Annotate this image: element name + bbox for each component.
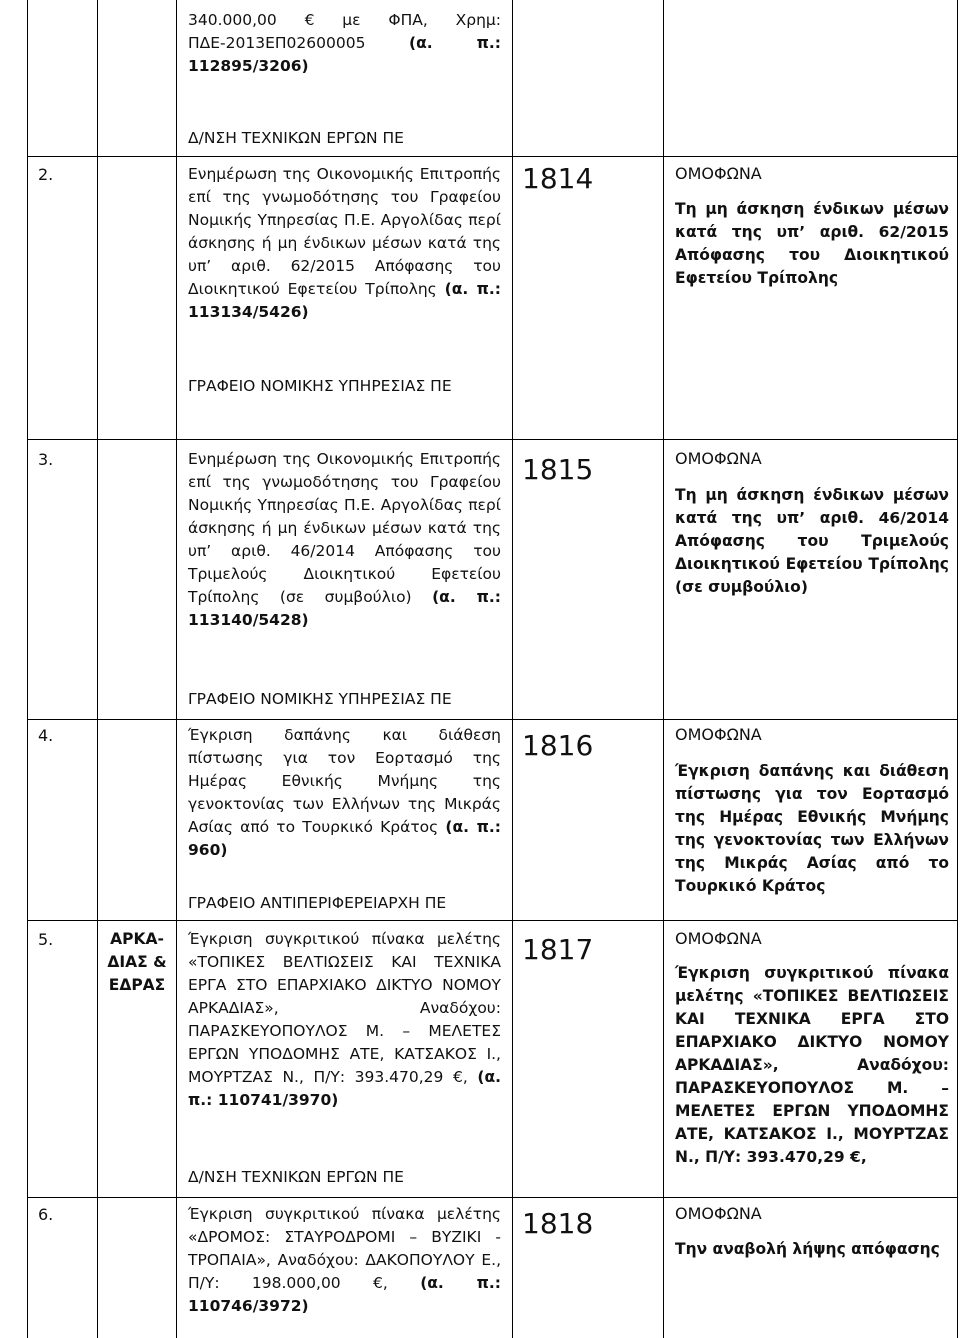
column-divider-1: [97, 0, 98, 1338]
item-text: Ενημέρωση της Οικονομικής Επιτροπής επί της γνωμοδότησης του Γραφείου Νομικής Υπηρεσίας Π.Ε. Αργολίδας περί άσκησης ή μη ένδικων μέσων κατά της υπ’ αριθ. 62/2015 Απόφασης του Διοικητικού Εφετείου Τρίπολης: [188, 165, 501, 298]
decision-result: Έγκριση δαπάνης και διάθεση πίστωσης για τον Εορτασμό της Ημέρας Εθνικής Μνήμης της γενοκτονίας των Ελλήνων της Μικράς Ασίας από το Τουρκικό Κράτος: [675, 762, 949, 895]
item-number: 5.: [38, 930, 54, 949]
decision-result: Την αναβολή λήψης απόφασης: [675, 1240, 940, 1258]
item-number: 3.: [38, 450, 54, 469]
item-description: [188, 1203, 501, 1318]
item-text: Έγκριση συγκριτικού πίνακα μελέτης «ΤΟΠΙΚΕΣ ΒΕΛΤΙΩΣΕΙΣ ΚΑΙ ΤΕΧΝΙΚΑ ΕΡΓΑ ΣΤΟ ΕΠΑΡΧΙΑΚΟ ΔΙΚΤΥΟ ΝΟΜΟΥ ΑΡΚΑΔΙΑΣ», Αναδόχου: ΠΑΡΑΣΚΕΥΟΠΟΥΛΟΣ Μ. – ΜΕΛΕΤΕΣ ΕΡΓΩΝ ΥΠΟΔΟΜΗΣ ΑΤΕ, ΚΑΤΣΑΚΟΣ Ι., ΜΟΥΡΤΖΑΣ Ν., Π/Υ: 393.470,29 €,: [188, 930, 501, 1086]
decision-number: 1815: [522, 453, 594, 486]
column-divider-3: [512, 0, 513, 1338]
item-department: Δ/ΝΣΗ ΤΕΧΝΙΚΩΝ ΕΡΓΩΝ ΠΕ: [188, 1168, 404, 1186]
decision-number: 1816: [522, 729, 594, 762]
column-divider-4: [663, 0, 664, 1338]
decision-number: 1818: [522, 1207, 594, 1240]
item-description: [188, 163, 501, 324]
item-number: 2.: [38, 165, 54, 184]
decision-result: Τη μη άσκηση ένδικων μέσων κατά της υπ’ αριθ. 46/2014 Απόφασης του Τριμελούς Διοικητικού Εφετείου Τρίπολης (σε συμβούλιο): [675, 486, 949, 596]
decision-number: 1814: [522, 162, 594, 195]
vote-result: ΟΜΟΦΩΝΑ: [675, 164, 762, 183]
decision-number: 1817: [522, 933, 594, 966]
vote-result: ΟΜΟΦΩΝΑ: [675, 449, 762, 468]
item-protocol: (α. π.: 113140/5428): [188, 588, 502, 629]
decision-result: Τη μη άσκηση ένδικων μέσων κατά της υπ’ αριθ. 62/2015 Απόφασης του Διοικητικού Εφετείου Τρίπολης: [675, 200, 949, 287]
continuation-protocol: (α. π.: 112895/3206): [188, 34, 501, 75]
table-border-right: [957, 0, 958, 1338]
vote-result: ΟΜΟΦΩΝΑ: [675, 929, 762, 948]
row-divider: [27, 719, 958, 720]
item-text: Ενημέρωση της Οικονομικής Επιτροπής επί της γνωμοδότησης του Γραφείου Νομικής Υπηρεσίας Π.Ε. Αργολίδας περί άσκησης ή μη ένδικων μέσων κατά της υπ’ αριθ. 46/2014 Απόφασης του Τριμελούς Διοικητικού Εφετείου Τρίπολης (σε συμβούλιο): [188, 450, 501, 606]
item-department: ΓΡΑΦΕΙΟ ΝΟΜΙΚΗΣ ΥΠΗΡΕΣΙΑΣ ΠΕ: [188, 377, 452, 395]
item-description: [188, 928, 501, 1112]
row-divider: [27, 156, 958, 157]
row-divider: [27, 920, 958, 921]
column-divider-2: [176, 0, 177, 1338]
continuation-text: [188, 9, 501, 78]
table-border-left: [27, 0, 28, 1338]
vote-result: ΟΜΟΦΩΝΑ: [675, 725, 762, 744]
item-number: 6.: [38, 1205, 54, 1224]
item-description: [188, 448, 501, 632]
continuation-body: 340.000,00 € με ΦΠΑ, Χρημ: ΠΔΕ-2013ΕΠ02600005: [188, 11, 501, 52]
decision-result: Έγκριση συγκριτικού πίνακα μελέτης «ΤΟΠΙΚΕΣ ΒΕΛΤΙΩΣΕΙΣ ΚΑΙ ΤΕΧΝΙΚΑ ΕΡΓΑ ΣΤΟ ΕΠΑΡΧΙΑΚΟ ΔΙΚΤΥΟ ΝΟΜΟΥ ΑΡΚΑΔΙΑΣ», Αναδόχου: ΠΑΡΑΣΚΕΥΟΠΟΥΛΟΣ Μ. – ΜΕΛΕΤΕΣ ΕΡΓΩΝ ΥΠΟΔΟΜΗΣ ΑΤΕ, ΚΑΤΣΑΚΟΣ Ι., ΜΟΥΡΤΖΑΣ Ν., Π/Υ: 393.470,29 €,: [675, 964, 949, 1166]
row-divider: [27, 439, 958, 440]
item-number: 4.: [38, 726, 54, 745]
item-text: Έγκριση δαπάνης και διάθεση πίστωσης για τον Εορτασμό της Ημέρας Εθνικής Μνήμης της γενοκτονίας των Ελλήνων της Μικράς Ασίας από το Τουρκικό Κράτος: [188, 726, 501, 836]
vote-result: ΟΜΟΦΩΝΑ: [675, 1204, 762, 1223]
continuation-department: Δ/ΝΣΗ ΤΕΧΝΙΚΩΝ ΕΡΓΩΝ ΠΕ: [188, 129, 404, 147]
item-region-label: ΑΡΚΑ-ΔΙΑΣ & ΕΔΡΑΣ: [107, 930, 167, 994]
item-protocol: (α. π.: 110741/3970): [188, 1068, 501, 1109]
item-protocol: (α. π.: 110746/3972): [188, 1274, 501, 1315]
row-divider: [27, 1197, 958, 1198]
item-text: Έγκριση συγκριτικού πίνακα μελέτης «ΔΡΟΜΟΣ: ΣΤΑΥΡΟΔΡΟΜΙ – ΒΥΖΙΚΙ - ΤΡΟΠΑΙΑ», Αναδόχου: ΔΑΚΟΠΟΥΛΟΥ Ε., Π/Υ: 198.000,00 €,: [188, 1205, 501, 1292]
item-protocol: (α. π.: 113134/5426): [188, 280, 501, 321]
item-department: ΓΡΑΦΕΙΟ ΝΟΜΙΚΗΣ ΥΠΗΡΕΣΙΑΣ ΠΕ: [188, 690, 452, 708]
item-protocol: (α. π.: 960): [188, 818, 501, 859]
item-description: [188, 724, 501, 862]
item-department: ΓΡΑΦΕΙΟ ΑΝΤΙΠΕΡΙΦΕΡΕΙΑΡΧΗ ΠΕ: [188, 894, 447, 912]
